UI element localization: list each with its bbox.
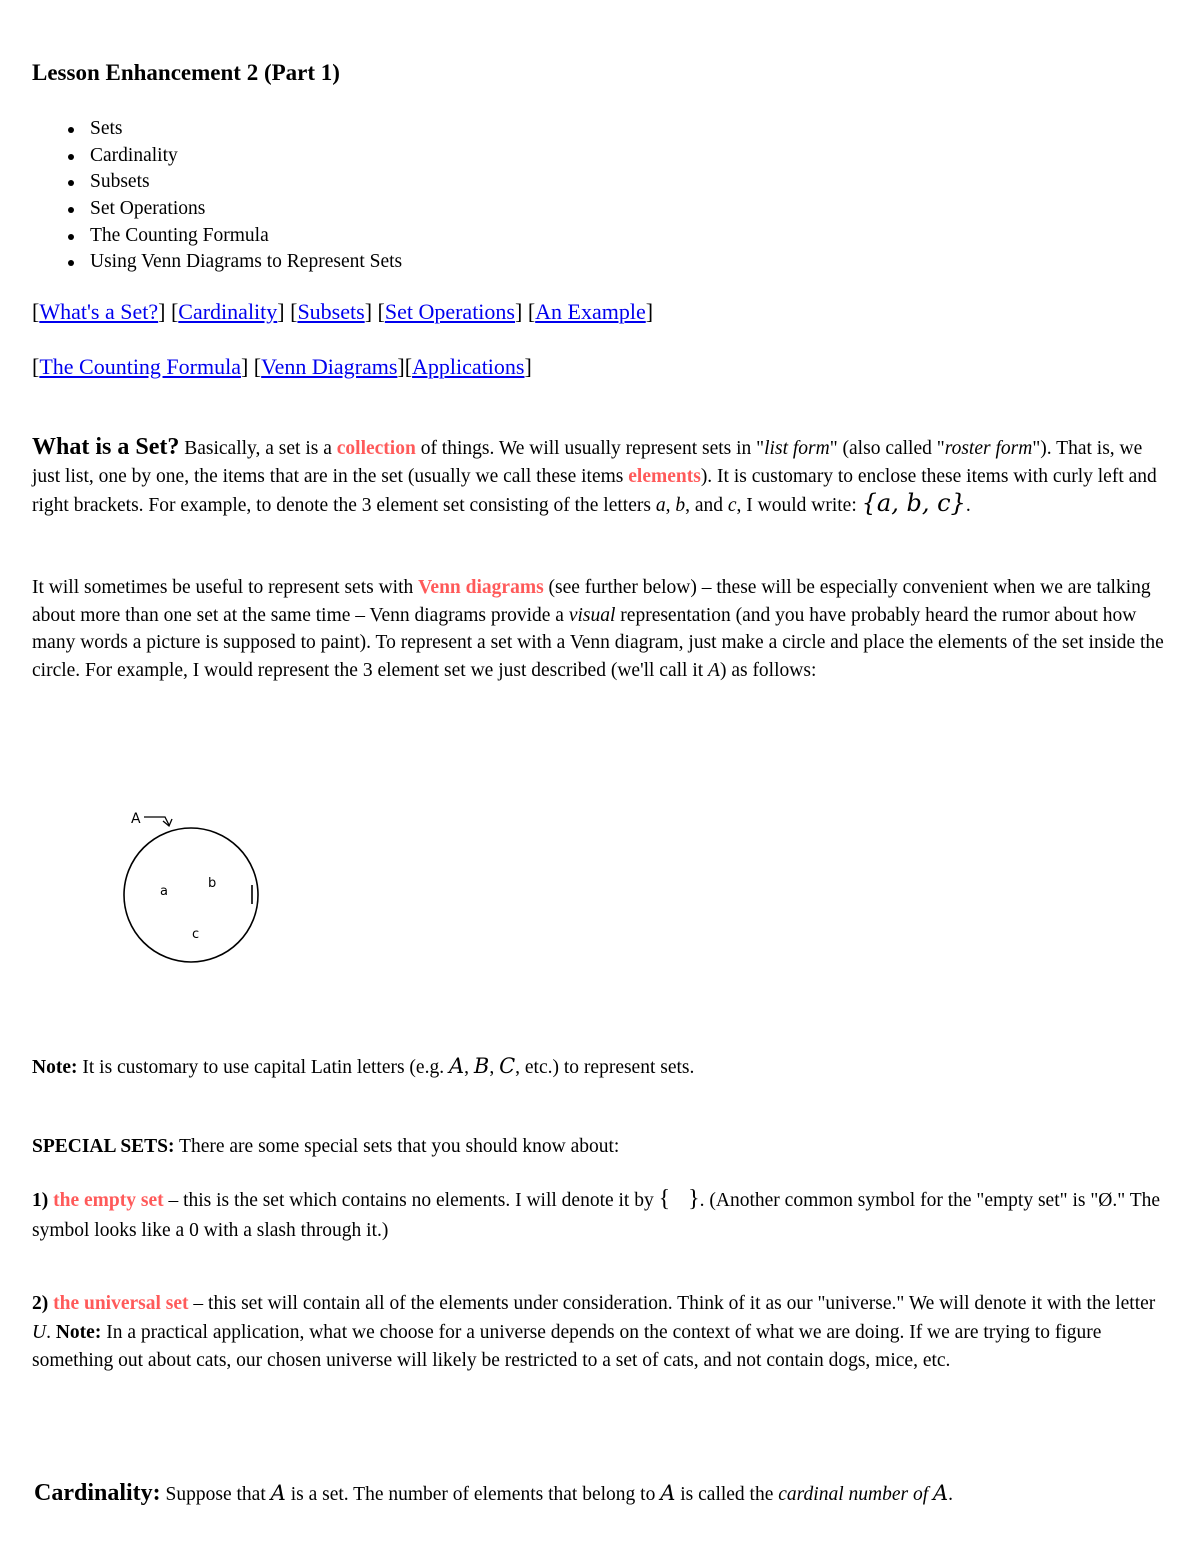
math-var: c: [727, 495, 737, 516]
text: (see further below) – these will be especially convenient when we are talking about more than one set at the same time – Venn diagrams provide a: [32, 577, 1151, 626]
venn-intro-paragraph: [32, 574, 1172, 684]
math-var: B: [473, 1054, 490, 1078]
topic-list: [68, 116, 402, 276]
universal-set-paragraph: [32, 1290, 1172, 1376]
text: representation (and you have probably heard the rumor about how many words a picture is supposed to paint). To represent a set with a Venn diagram, just make a circle and place the elements of the set inside the circle. For example, I would represent the 3 element set we just described (we'll call it: [32, 604, 1164, 681]
term-collection: collection: [336, 438, 416, 459]
link-an-example[interactable]: An Example: [535, 299, 646, 324]
empty-set-symbol: { }: [658, 1186, 700, 1212]
term-list-form: list form: [764, 438, 830, 459]
text: ). It is customary to enclose these items with curly left and right brackets. For example, to denote the 3 element set consisting of the letters: [32, 465, 1157, 516]
link-subsets[interactable]: Subsets: [297, 299, 365, 324]
math-var: A: [448, 1054, 465, 1078]
text: – this is the set which contains no elements. I will denote it by: [163, 1190, 659, 1211]
text: " (also called ": [829, 438, 945, 459]
cardinality-paragraph: [34, 1480, 1174, 1509]
link-cardinality[interactable]: Cardinality: [178, 299, 278, 324]
element-a: a: [160, 884, 168, 899]
list-item: Sets: [68, 116, 402, 143]
link-counting-formula[interactable]: The Counting Formula: [39, 354, 241, 379]
term-empty-set: the empty set: [53, 1190, 164, 1211]
term-roster-form: roster form: [944, 438, 1033, 459]
page-title: Lesson Enhancement 2 (Part 1): [32, 60, 340, 85]
set-circle: [124, 828, 258, 962]
text: There are some special sets that you should know about:: [174, 1136, 620, 1157]
element-c: c: [192, 927, 200, 942]
math-var: A: [660, 1481, 676, 1505]
math-var: a: [655, 495, 666, 516]
set-label: A: [131, 811, 141, 827]
text: , etc.) to represent sets.: [515, 1057, 695, 1078]
text: .: [965, 495, 971, 516]
link-set-operations[interactable]: Set Operations: [384, 299, 515, 324]
math-var: b: [675, 495, 686, 516]
text: .: [46, 1321, 56, 1343]
term-visual: visual: [568, 604, 616, 626]
venn-diagram: [112, 806, 272, 966]
text: . (Another common symbol for the "empty set" is "Ø." The symbol looks like a 0 with a slash through it.): [32, 1190, 1161, 1241]
text: .: [948, 1484, 954, 1505]
list-item: The Counting Formula: [68, 223, 402, 250]
note-label: Note:: [55, 1321, 102, 1343]
term-universal-set: the universal set: [53, 1293, 189, 1314]
text: ,: [464, 1057, 474, 1078]
nav-links-row-2: [The Counting Formula] [Venn Diagrams][Applications]: [32, 354, 532, 379]
math-var: A: [708, 659, 720, 681]
text: is called the: [675, 1484, 779, 1505]
term-cardinal-number: cardinal number of: [778, 1484, 933, 1505]
list-item: Using Venn Diagrams to Represent Sets: [68, 249, 402, 276]
text: of things. We will usually represent sets in ": [415, 438, 765, 459]
text: It is customary to use capital Latin letters (e.g.: [77, 1057, 449, 1078]
link-whats-a-set[interactable]: What's a Set?: [39, 299, 159, 324]
math-var: A: [933, 1481, 949, 1505]
link-applications[interactable]: Applications: [412, 354, 525, 379]
list-item: Cardinality: [68, 143, 402, 170]
set-notation: {a, b, c}: [861, 489, 966, 517]
list-item: Subsets: [68, 169, 402, 196]
text: is a set. The number of elements that belong to: [285, 1484, 661, 1505]
text: Suppose that: [160, 1484, 271, 1505]
text: In a practical application, what we choose for a universe depends on the context of what we are doing. If we are trying to figure something out about cats, our chosen universe will likely be restricted to a set of cats, and not contain dogs, mice, etc.: [32, 1321, 1102, 1371]
term-elements: elements: [628, 465, 701, 487]
element-b: b: [208, 876, 217, 891]
link-venn-diagrams[interactable]: Venn Diagrams: [261, 354, 398, 379]
section-heading: What is a Set?: [32, 434, 180, 460]
empty-set-paragraph: [32, 1184, 1172, 1246]
text: , I would write:: [736, 495, 862, 516]
item-number: 1): [32, 1190, 49, 1211]
text: – this set will contain all of the elements under consideration. Think of it as our "universe." We will denote it with the letter: [188, 1293, 1156, 1314]
text: ,: [665, 495, 676, 516]
note-paragraph: [32, 1053, 1172, 1082]
list-item: Set Operations: [68, 196, 402, 223]
term-venn-diagrams: Venn diagrams: [418, 577, 544, 598]
text: "). That is, we just list, one by one, the items that are in the set (usually we call these items: [32, 438, 1143, 487]
math-var: U: [32, 1321, 47, 1343]
note-label: Note:: [32, 1057, 78, 1078]
text: It will sometimes be useful to represent sets with: [32, 577, 419, 598]
text: ,: [489, 1057, 500, 1078]
math-var: C: [499, 1054, 516, 1078]
special-sets-heading: [32, 1133, 1172, 1161]
text: Basically, a set is a: [179, 438, 337, 459]
what-is-a-set-paragraph: [32, 434, 1172, 520]
math-var: A: [270, 1481, 286, 1505]
special-sets-label: SPECIAL SETS:: [32, 1136, 175, 1157]
text: ) as follows:: [719, 659, 817, 681]
item-number: 2): [32, 1293, 49, 1314]
label-arrow-icon: [144, 817, 169, 825]
text: , and: [685, 495, 728, 516]
section-heading: Cardinality:: [34, 1480, 161, 1506]
nav-links-row-1: [What's a Set?] [Cardinality] [Subsets] [Set Operations] [An Example]: [32, 299, 654, 324]
